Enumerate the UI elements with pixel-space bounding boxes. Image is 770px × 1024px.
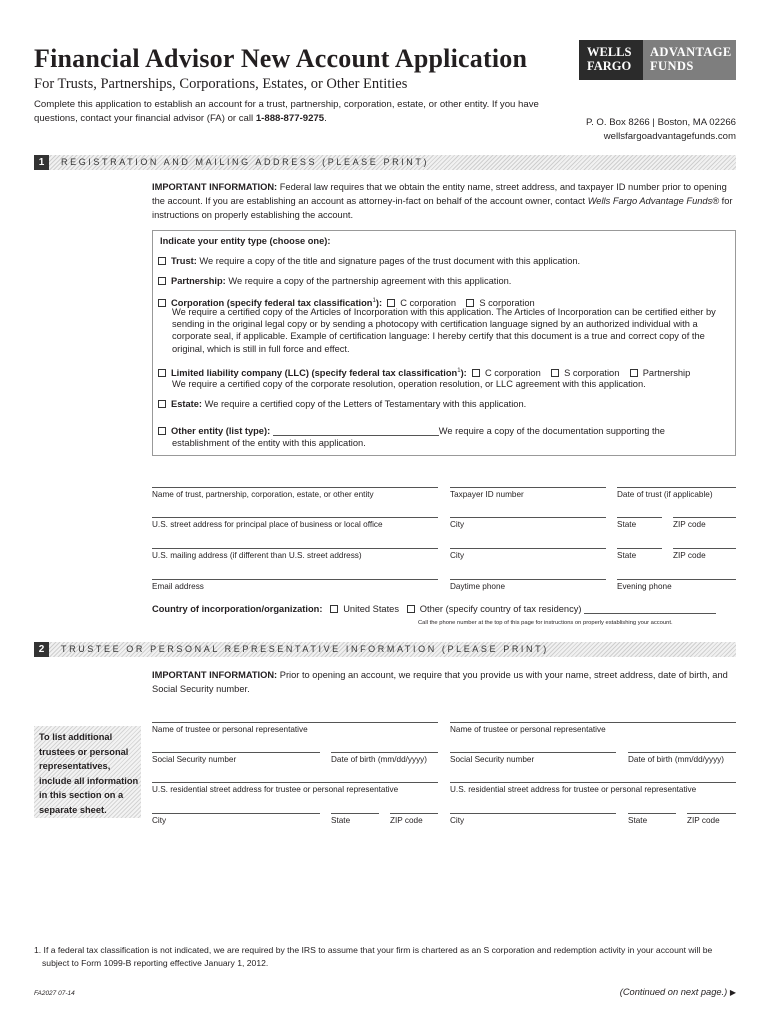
city-field[interactable]: [450, 517, 606, 518]
state-field[interactable]: [617, 517, 662, 518]
section-2-header: [34, 642, 736, 657]
entity-other: Other entity (list type): We require a copy of the documentation supporting the: [158, 424, 665, 438]
trustee2-name-label: Name of trustee or personal representative: [450, 725, 606, 734]
trustee1-ssn-field[interactable]: [152, 752, 320, 753]
city-label: City: [450, 520, 465, 529]
trustee1-name-label: Name of trustee or personal representative: [152, 725, 308, 734]
trustee2-ssn-label: Social Security number: [450, 755, 535, 764]
other-entity-description: establishment of the entity with this application.: [172, 438, 366, 448]
trustee1-zip-label: ZIP code: [390, 816, 423, 825]
trustee2-dob-field[interactable]: [628, 752, 736, 753]
country-us-checkbox[interactable]: [330, 605, 338, 613]
country-other-checkbox[interactable]: [407, 605, 415, 613]
trustee2-name-field[interactable]: [450, 722, 736, 723]
corporation-description: We require a certified copy of the Articles of Incorporation with this application. The Articles of Incorporation can be certified either by sending in the original legal copy or by sending a photocopy with certification language signed by an authorized individual with a corporate seal, if applicable. Example of certification language: I hereby certify that this document is a true and correct copy of the original, which is still in full force and effect.: [172, 307, 716, 354]
trustee1-zip-field[interactable]: [390, 813, 438, 814]
page-title: Financial Advisor New Account Application: [34, 44, 528, 73]
daytime-phone-label: Daytime phone: [450, 582, 506, 591]
country-note: Call the phone number at the top of this page for instructions on properly establishing your account.: [418, 620, 673, 626]
form-code: FA2027 07-14: [34, 990, 75, 997]
page-subtitle: For Trusts, Partnerships, Corporations, Estates, or Other Entities: [34, 76, 408, 92]
daytime-phone-field[interactable]: [450, 579, 606, 580]
date-of-trust-field[interactable]: [617, 487, 736, 488]
trustee1-state-label: State: [331, 816, 351, 825]
taxpayer-id-field[interactable]: [450, 487, 606, 488]
mailing-address: P. O. Box 8266 | Boston, MA 02266 wellsfargoadvantagefunds.com: [585, 117, 736, 142]
trustee2-street-label: U.S. residential street address for trustee or personal representative: [450, 785, 697, 794]
llc-partnership-checkbox[interactable]: [630, 369, 638, 377]
trustee2-city-field[interactable]: [450, 813, 616, 814]
mailing-address-field[interactable]: [152, 548, 438, 549]
trust-checkbox[interactable]: [158, 257, 166, 265]
continued-note: (Continued on next page.) ▶: [619, 987, 736, 997]
section-title: REGISTRATION AND MAILING ADDRESS (PLEASE PRINT): [61, 157, 430, 167]
trustee2-state-label: State: [628, 816, 648, 825]
trustee1-city-field[interactable]: [152, 813, 320, 814]
mailing-zip-field[interactable]: [673, 548, 736, 549]
trustee2-street-field[interactable]: [450, 782, 736, 783]
entity-name-field[interactable]: [152, 487, 438, 488]
wells-fargo-advantage-funds-logo: WELLS FARGO ADVANTAGE FUNDS: [579, 40, 736, 80]
llc-description: We require a certified copy of the corporate resolution, operation resolution, or LLC agreement with this application.: [172, 379, 646, 389]
trustee1-state-field[interactable]: [331, 813, 379, 814]
partnership-checkbox[interactable]: [158, 277, 166, 285]
trustee1-dob-label: Date of birth (mm/dd/yyyy): [331, 755, 427, 764]
entity-corporation: Corporation (specify federal tax classification$^1$): C corporation S corporation: [158, 294, 535, 310]
section-number: 2: [34, 642, 49, 657]
entity-name-label: Name of trust, partnership, corporation, estate, or other entity: [152, 490, 374, 499]
email-field[interactable]: [152, 579, 438, 580]
mailing-zip-label: ZIP code: [673, 551, 706, 560]
trustee1-city-label: City: [152, 816, 167, 825]
section-1-header: [34, 155, 736, 170]
country-other-input[interactable]: [584, 613, 716, 614]
important-info-1: IMPORTANT INFORMATION: Federal law requires that we obtain the entity name, street address, and taxpayer ID number prior to opening the account. If you are establishing an account as attorney-in-fact on behalf of the account owner, contact Wells Fargo Advantage Funds® for instructions on properly establishing the account.: [152, 182, 733, 220]
date-of-trust-label: Date of trust (if applicable): [617, 490, 713, 499]
entity-llc: Limited liability company (LLC) (specify federal tax classification$^1$): C corporation S corporation Partnership: [158, 364, 690, 380]
additional-trustees-note: To list additional trustees or personal representatives, include all information in this section on a separate sheet.: [34, 726, 141, 818]
mailing-state-label: State: [617, 551, 637, 560]
estate-checkbox[interactable]: [158, 400, 166, 408]
zip-label: ZIP code: [673, 520, 706, 529]
country-row: Country of incorporation/organization: United States Other (specify country of tax residency): [152, 602, 716, 616]
section-number: 1: [34, 155, 49, 170]
trustee2-zip-label: ZIP code: [687, 816, 720, 825]
state-label: State: [617, 520, 637, 529]
footnote: 1. If a federal tax classification is not indicated, we are required by the IRS to assume that your firm is chartered as an S corporation and redemption activity in your account will be subject to Form 1099-B reporting effective January 1, 2012.: [34, 945, 713, 968]
trustee1-street-field[interactable]: [152, 782, 438, 783]
taxpayer-id-label: Taxpayer ID number: [450, 490, 524, 499]
trustee2-zip-field[interactable]: [687, 813, 736, 814]
arrow-right-icon: ▶: [729, 988, 736, 997]
email-label: Email address: [152, 582, 204, 591]
llc-c-checkbox[interactable]: [472, 369, 480, 377]
trustee1-street-label: U.S. residential street address for trustee or personal representative: [152, 785, 399, 794]
important-info-2: IMPORTANT INFORMATION: Prior to opening an account, we require that you provide us with your name, street address, date of birth, and Social Security number.: [152, 670, 728, 694]
other-entity-checkbox[interactable]: [158, 427, 166, 435]
street-address-label: U.S. street address for principal place of business or local office: [152, 520, 383, 529]
zip-field[interactable]: [673, 517, 736, 518]
trustee2-dob-label: Date of birth (mm/dd/yyyy): [628, 755, 724, 764]
section-title: TRUSTEE OR PERSONAL REPRESENTATIVE INFORMATION (PLEASE PRINT): [61, 644, 549, 654]
phone-number: 1-888-877-9275: [255, 113, 325, 124]
entity-estate: Estate: We require a certified copy of the Letters of Testamentary with this application.: [158, 397, 526, 411]
evening-phone-field[interactable]: [617, 579, 736, 580]
corporation-checkbox[interactable]: [158, 299, 166, 307]
trustee2-ssn-field[interactable]: [450, 752, 616, 753]
llc-checkbox[interactable]: [158, 369, 166, 377]
trustee1-ssn-label: Social Security number: [152, 755, 237, 764]
trustee1-dob-field[interactable]: [331, 752, 438, 753]
mailing-address-label: U.S. mailing address (if different than U.S. street address): [152, 551, 362, 560]
mailing-city-field[interactable]: [450, 548, 606, 549]
trustee2-state-field[interactable]: [628, 813, 676, 814]
mailing-city-label: City: [450, 551, 465, 560]
entity-trust: Trust: We require a copy of the title and signature pages of the trust document with this application.: [158, 254, 580, 268]
trustee2-city-label: City: [450, 816, 465, 825]
llc-s-checkbox[interactable]: [551, 369, 559, 377]
street-address-field[interactable]: [152, 517, 438, 518]
intro-text: Complete this application to establish an account for a trust, partnership, corporation, estate, or other entity. If you have questions, contact your financial advisor (FA) or call 1-888-877-9275.: [34, 99, 539, 124]
entity-partnership: Partnership: We require a copy of the partnership agreement with this application.: [158, 274, 511, 288]
entity-heading: Indicate your entity type (choose one):: [160, 236, 331, 246]
evening-phone-label: Evening phone: [617, 582, 672, 591]
website: wellsfargoadvantagefunds.com: [603, 131, 736, 142]
trustee1-name-field[interactable]: [152, 722, 438, 723]
mailing-state-field[interactable]: [617, 548, 662, 549]
